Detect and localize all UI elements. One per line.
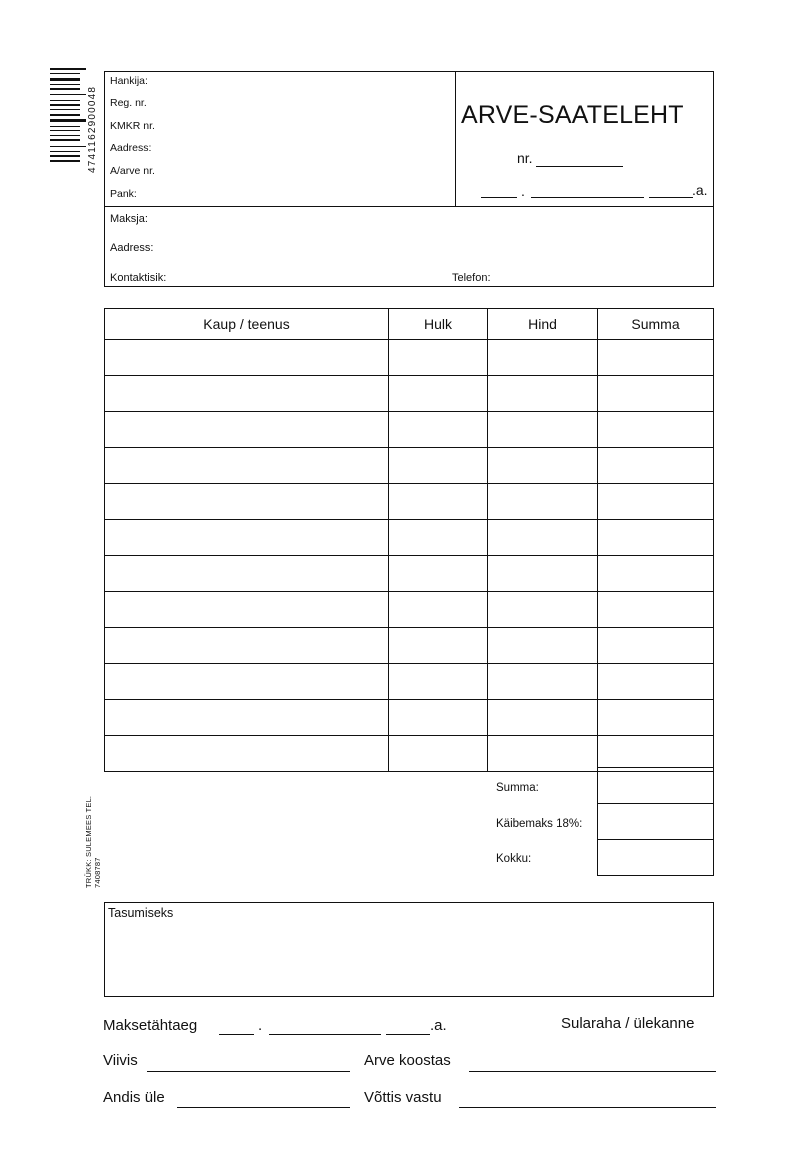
barcode-bar (50, 130, 80, 131)
vat-field[interactable] (597, 803, 714, 840)
title-date-month-line (531, 197, 644, 198)
barcode-bar (50, 126, 80, 127)
table-row (105, 628, 714, 664)
supplier-kmkr-label: KMKR nr. (110, 120, 155, 132)
table-row (105, 340, 714, 376)
item-cell[interactable] (105, 736, 389, 772)
item-cell[interactable] (105, 700, 389, 736)
sum-cell[interactable] (598, 628, 714, 664)
due-date-dot: . (258, 1017, 263, 1034)
sum-cell[interactable] (598, 592, 714, 628)
items-table-header (105, 309, 714, 340)
sum-cell[interactable] (598, 340, 714, 376)
printer-note: TRÜKK: SULEMEES TEL. 7408787 (84, 795, 102, 888)
barcode-bar (50, 73, 80, 74)
penalty-label: Viivis (103, 1052, 138, 1069)
quantity-cell[interactable] (389, 592, 488, 628)
column-header-price: Hind (488, 309, 598, 340)
quantity-cell[interactable] (389, 448, 488, 484)
quantity-cell[interactable] (389, 376, 488, 412)
due-date-day-line (219, 1034, 254, 1035)
items-table (104, 308, 714, 772)
invoice-prepared-by-line[interactable] (469, 1071, 716, 1072)
price-cell[interactable] (488, 412, 598, 448)
vat-label: Käibemaks 18%: (496, 818, 583, 830)
document-title: ARVE-SAATELEHT (461, 101, 684, 129)
quantity-cell[interactable] (389, 628, 488, 664)
due-date-year-line (386, 1034, 430, 1035)
payer-label: Maksja: (110, 213, 148, 225)
item-cell[interactable] (105, 628, 389, 664)
handed-over-label: Andis üle (103, 1089, 165, 1106)
barcode-bar (50, 155, 80, 157)
payment-label: Tasumiseks (108, 906, 174, 920)
barcode-bar (50, 151, 80, 152)
barcode-bar (50, 84, 80, 85)
quantity-cell[interactable] (389, 736, 488, 772)
table-row (105, 556, 714, 592)
supplier-account-label: A/arve nr. (110, 165, 155, 177)
price-cell[interactable] (488, 592, 598, 628)
column-header-item: Kaup / teenus (105, 309, 389, 340)
quantity-cell[interactable] (389, 340, 488, 376)
price-cell[interactable] (488, 736, 598, 772)
price-cell[interactable] (488, 520, 598, 556)
supplier-reg-label: Reg. nr. (110, 97, 147, 109)
table-row (105, 376, 714, 412)
sum-cell[interactable] (598, 376, 714, 412)
item-cell[interactable] (105, 520, 389, 556)
total-sum-label: Summa: (496, 782, 539, 794)
barcode-bar (50, 119, 86, 122)
due-date-suffix: .a. (430, 1017, 447, 1034)
title-date-suffix: .a. (692, 182, 708, 198)
barcode-bar (50, 104, 80, 106)
item-cell[interactable] (105, 448, 389, 484)
table-row (105, 700, 714, 736)
column-header-quantity: Hulk (389, 309, 488, 340)
header-vertical-divider (455, 71, 456, 206)
item-cell[interactable] (105, 556, 389, 592)
item-cell[interactable] (105, 376, 389, 412)
table-row (105, 448, 714, 484)
invoice-prepared-by-label: Arve koostas (364, 1052, 451, 1069)
item-cell[interactable] (105, 664, 389, 700)
grand-total-field[interactable] (597, 839, 714, 876)
barcode-bar (50, 114, 80, 116)
item-cell[interactable] (105, 412, 389, 448)
price-cell[interactable] (488, 376, 598, 412)
barcode-bar (50, 146, 86, 147)
sum-cell[interactable] (598, 664, 714, 700)
supplier-bank-label: Pank: (110, 188, 137, 200)
item-cell[interactable] (105, 340, 389, 376)
item-cell[interactable] (105, 484, 389, 520)
quantity-cell[interactable] (389, 412, 488, 448)
barcode-bar (50, 88, 80, 90)
sum-cell[interactable] (598, 520, 714, 556)
invoice-number-label: nr. (517, 150, 533, 166)
received-by-label: Võttis vastu (364, 1089, 442, 1106)
phone-label: Telefon: (452, 272, 491, 284)
price-cell[interactable] (488, 448, 598, 484)
barcode-bar (50, 100, 80, 101)
quantity-cell[interactable] (389, 700, 488, 736)
payment-box[interactable] (104, 902, 714, 997)
sum-cell[interactable] (598, 556, 714, 592)
quantity-cell[interactable] (389, 484, 488, 520)
barcode-bar (50, 160, 80, 162)
sum-cell[interactable] (598, 448, 714, 484)
due-date-label: Maksetähtaeg (103, 1017, 198, 1034)
barcode-bar (50, 68, 86, 70)
price-cell[interactable] (488, 340, 598, 376)
barcode-bar (50, 78, 80, 81)
barcode-bar (50, 139, 80, 141)
barcode-bar (50, 94, 86, 95)
invoice-number-line (536, 166, 623, 167)
barcode-bar (50, 109, 80, 110)
due-date-month-line (269, 1034, 381, 1035)
price-cell[interactable] (488, 700, 598, 736)
sum-cell[interactable] (598, 700, 714, 736)
quantity-cell[interactable] (389, 664, 488, 700)
price-cell[interactable] (488, 484, 598, 520)
price-cell[interactable] (488, 628, 598, 664)
title-date-dot: . (521, 183, 525, 199)
handed-over-line[interactable] (177, 1107, 350, 1108)
item-cell[interactable] (105, 592, 389, 628)
penalty-line[interactable] (147, 1071, 350, 1072)
grand-total-label: Kokku: (496, 853, 532, 865)
header-horizontal-divider (104, 206, 714, 207)
title-date-day-line (481, 197, 517, 198)
table-row (105, 484, 714, 520)
price-cell[interactable] (488, 664, 598, 700)
column-header-sum: Summa (598, 309, 714, 340)
payer-address-label: Aadress: (110, 242, 154, 254)
contact-person-label: Kontaktisik: (110, 272, 167, 284)
price-cell[interactable] (488, 556, 598, 592)
quantity-cell[interactable] (389, 520, 488, 556)
table-row (105, 592, 714, 628)
total-sum-field[interactable] (597, 767, 714, 804)
payment-method-label: Sularaha / ülekanne (561, 1015, 695, 1032)
sum-cell[interactable] (598, 484, 714, 520)
table-row (105, 412, 714, 448)
sum-cell[interactable] (598, 412, 714, 448)
received-by-line[interactable] (459, 1107, 716, 1108)
barcode-digits: 4741162900048 (87, 85, 98, 173)
supplier-address-label: Aadress: (110, 142, 152, 154)
table-row (105, 664, 714, 700)
barcode-bar (50, 135, 80, 136)
title-date-year-line (649, 197, 693, 198)
supplier-hankija-label: Hankija: (110, 75, 148, 87)
quantity-cell[interactable] (389, 556, 488, 592)
items-table-body (105, 340, 714, 772)
table-row (105, 520, 714, 556)
